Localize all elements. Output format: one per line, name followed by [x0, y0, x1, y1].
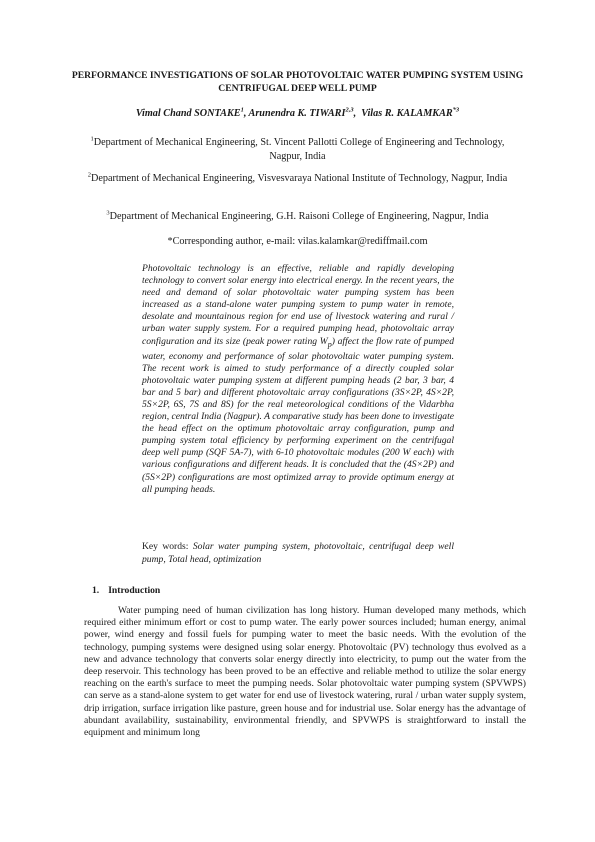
author-name: Vimal Chand SONTAKE: [135, 108, 241, 119]
section-number: 1.: [92, 585, 100, 596]
keywords-label: Key words:: [142, 541, 189, 552]
author-affiliation-mark: 2,3: [345, 106, 354, 114]
paper-title: PERFORMANCE INVESTIGATIONS OF SOLAR PHOTOVOLTAIC WATER PUMPING SYSTEM USING CENTRIFUGAL DEEP WELL PUMP: [71, 70, 524, 94]
abstract: [142, 263, 454, 496]
affiliation: [85, 136, 510, 163]
intro-paragraph: Water pumping need of human civilization has long history. Human developed many methods, which required either minimum effort or cost to pump water. The early power sources included; human energy, animal power, wind energy and fossil fuels for pumping water to meet the basic needs. With the evolution of the technology, pumping systems were designed using solar energy. Photovoltaic (PV) technology thus evolved as a new and advance technology that converts solar energy directly into electricity, to pump out the water from the deep reservoir. This technology has been proved to be an effective and reliable method to utilize the solar energy reaching on the earth's surface to meet the pumping needs. Solar photovoltaic water pumping system (SPVWPS) can serve as a stand-alone system to get water for end use of livestock watering, rural / urban water supply system, drip irrigation, surface irrigation like pasture, green house and for industrial use. Solar energy has the advantage of abundant availability, sustainability, environmental friendly, and SPVWPS is straightforward to install the equipment and minimum long: [84, 605, 526, 739]
affiliation-text: Department of Mechanical Engineering, St. Vincent Pallotti College of Engineering and Technology, Nagpur, India: [93, 137, 505, 162]
keywords-text: Solar water pumping system, photovoltaic, centrifugal deep well pump, Total head, optimization: [142, 541, 455, 566]
affiliation-mark: 2: [87, 171, 92, 179]
affiliation: [85, 210, 510, 224]
author-name: Vilas R. KALAMKAR: [361, 108, 453, 119]
author-list: Vimal Chand SONTAKE$^1$, Arunendra K. TIWARI$^{2,3}$, Vilas R. KALAMKAR$^{*3}$: [135, 106, 460, 119]
affiliation: [85, 172, 510, 186]
abstract-text-continued: ) affect the flow rate of pumped water, economy and performance of solar photovoltaic water pumping system. The recent work is aimed to study performance of a directly coupled solar photovoltaic water pumping system at different pumping heads (2 bar, 3 bar, 4 bar and 5 bar) and different photovoltaic array configurations (3S×2P, 4S×2P, 5S×2P, 6S, 7S and 8S) for the real meteorological conditions of the Vidarbha region, central India (Nagpur). A comparative study has been done to investigate the head effect on the optimum photovoltaic array configuration, pump and pumping system total efficiency by performing experiment on the centrifugal deep well pump (SQF 5A-7), with 6-10 photovoltaic modules (200 W each) with various configurations and different heads. It is concluded that the (4S×2P) and (5S×2P) configurations are most optimized array to provide optimum energy at all pumping heads.: [142, 335, 454, 495]
section-heading: [92, 585, 160, 596]
abstract-subscript: p: [327, 339, 332, 349]
author-affiliation-mark: 1: [240, 106, 244, 114]
abstract-text: Photovoltaic technology is an effective, reliable and rapidly developing technology to convert solar energy into electrical energy. In the recent years, the need and demand of solar photovoltaic water pumping system has been increased as a stand-alone water pumping system to pump water in remote, desolate and mountainous region for end use of livestock watering and rural / urban water supply system. For a required pumping head, photovoltaic array configuration and its size (peak power rating W: [142, 263, 454, 347]
affiliation-text: Department of Mechanical Engineering, G.H. Raisoni College of Engineering, Nagpur, India: [109, 211, 489, 222]
keywords: [142, 540, 454, 566]
corresponding-author: *Corresponding author, e-mail: vilas.kalamkar@rediffmail.com: [167, 236, 428, 247]
author-name: Arunendra K. TIWARI: [248, 108, 346, 119]
section-title: Introduction: [108, 585, 161, 596]
affiliation-text: Department of Mechanical Engineering, Visvesvaraya National Institute of Technology, Nagpur, India: [91, 173, 508, 184]
affiliation-mark: 3: [106, 209, 110, 217]
affiliation-mark: 1: [90, 135, 94, 143]
author-affiliation-mark: *3: [452, 106, 460, 114]
